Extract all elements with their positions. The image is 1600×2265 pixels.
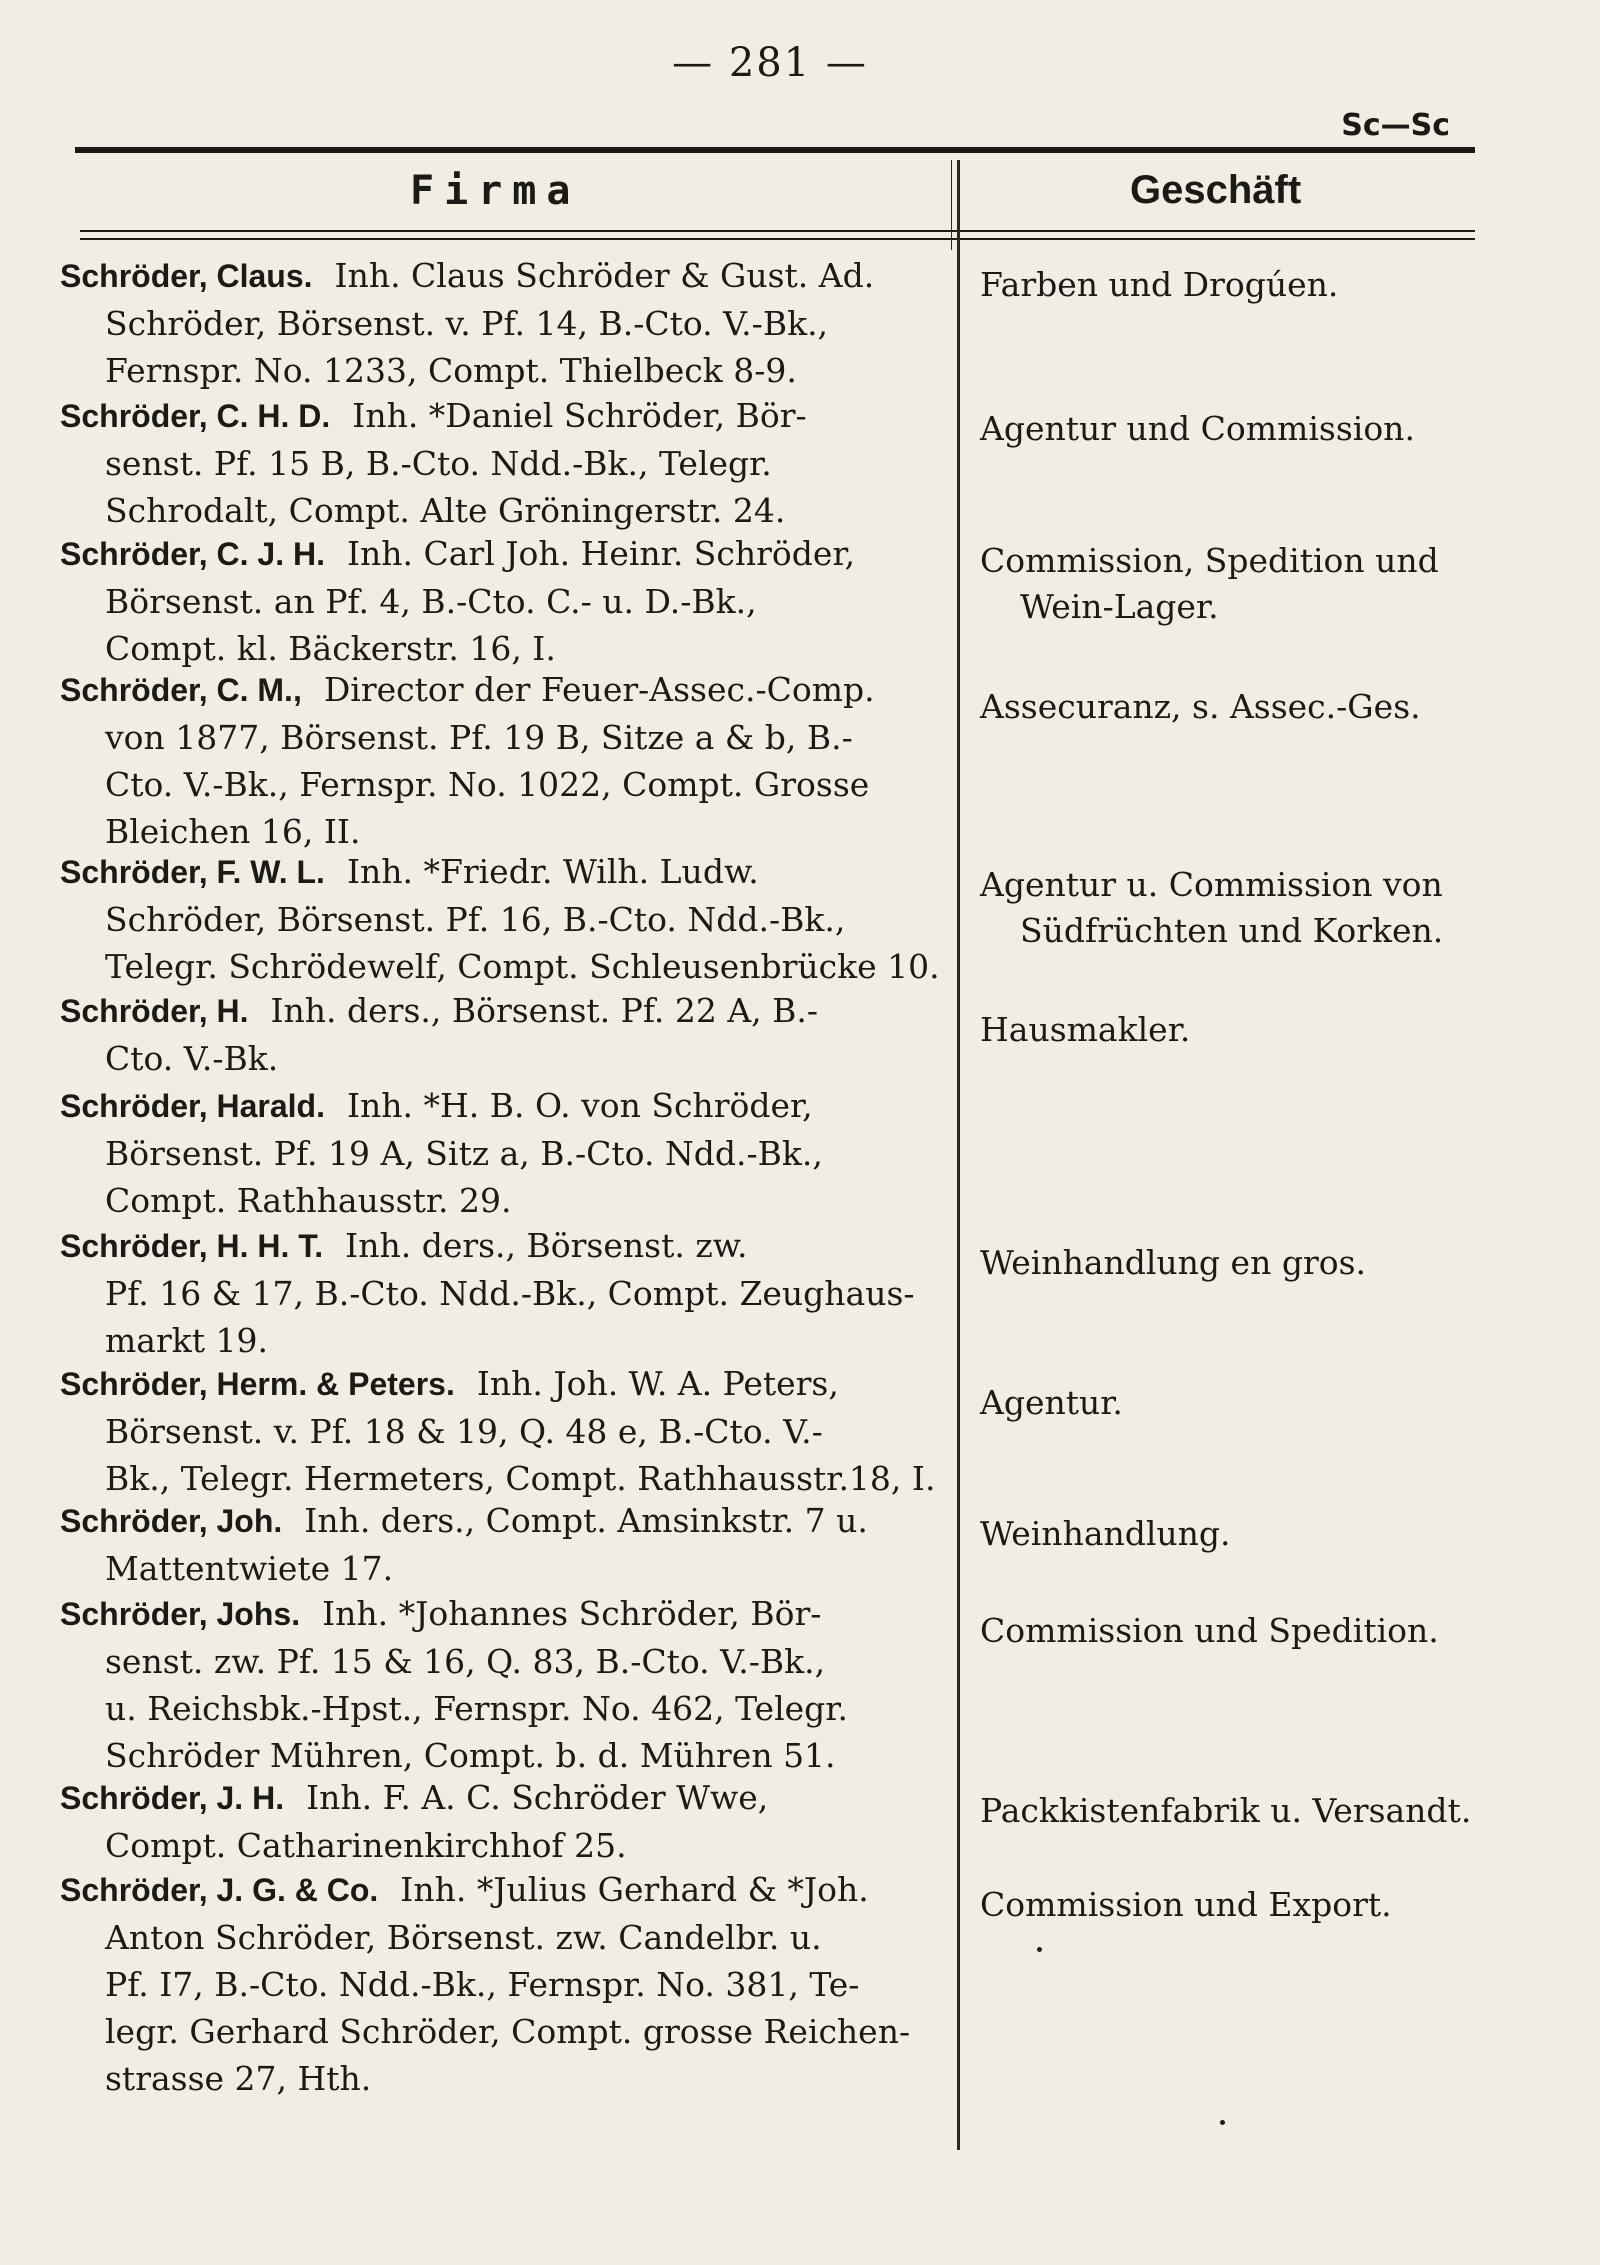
firm-name: Schröder, F. W. L. bbox=[60, 854, 325, 890]
entry-line: Director der Feuer-Assec.-Comp. bbox=[323, 670, 875, 709]
entry-line: Inh. ders., Börsenst. Pf. 22 A, B.- bbox=[270, 991, 819, 1030]
geschaeft-line: Farben und Drogúen. bbox=[980, 265, 1339, 304]
entry-line: Cto. V.-Bk. bbox=[105, 1039, 279, 1078]
firm-name: Schröder, Harald. bbox=[60, 1088, 325, 1124]
entry-geschaeft bbox=[980, 262, 1520, 308]
entry-geschaeft bbox=[980, 1380, 1520, 1426]
column-header-firma: Firma bbox=[410, 168, 581, 214]
alphabet-range: Sc—Sc bbox=[1341, 108, 1450, 143]
entry-line: Inh. *Johannes Schröder, Bör- bbox=[322, 1594, 822, 1633]
entry-geschaeft bbox=[980, 1511, 1520, 1557]
firm-name: Schröder, H. bbox=[60, 993, 249, 1029]
geschaeft-line: Agentur. bbox=[980, 1383, 1123, 1422]
geschaeft-line: Assecuranz, s. Assec.-Ges. bbox=[980, 687, 1421, 726]
entry-line: Inh. Carl Joh. Heinr. Schröder, bbox=[346, 534, 856, 573]
entry-geschaeft bbox=[980, 406, 1520, 452]
entry-line: strasse 27, Hth. bbox=[105, 2059, 372, 2098]
entry-line: Bleichen 16, II. bbox=[105, 812, 361, 851]
entry-firma bbox=[60, 1360, 936, 1502]
entry-firma bbox=[60, 1222, 920, 1364]
header-rule bbox=[75, 147, 1475, 153]
geschaeft-line: Weinhandlung. bbox=[980, 1514, 1231, 1553]
entry-line: Inh. *H. B. O. von Schröder, bbox=[346, 1086, 813, 1125]
entry-line: Börsenst. Pf. 19 A, Sitz a, B.-Cto. Ndd.-Bk., bbox=[105, 1134, 823, 1173]
entry-line: Schröder, Börsenst. v. Pf. 14, B.-Cto. V.-Bk., bbox=[105, 304, 829, 343]
firm-name: Schröder, Herm. & Peters. bbox=[60, 1366, 455, 1402]
entry-line: Compt. Catharinenkirchhof 25. bbox=[105, 1826, 627, 1865]
entry-firma bbox=[60, 530, 920, 672]
entry-line: Schröder, Börsenst. Pf. 16, B.-Cto. Ndd.-Bk., bbox=[105, 900, 846, 939]
entry-line: Telegr. Schrödewelf, Compt. Schleusenbrücke 10. bbox=[105, 947, 940, 986]
column-header-geschaeft: Geschäft bbox=[1130, 168, 1302, 212]
entry-line: Schrodalt, Compt. Alte Gröningerstr. 24. bbox=[105, 491, 786, 530]
entry-line: Fernspr. No. 1233, Compt. Thielbeck 8-9. bbox=[105, 351, 797, 390]
entry-line: Cto. V.-Bk., Fernspr. No. 1022, Compt. Grosse bbox=[105, 765, 870, 804]
geschaeft-line: Wein-Lager. bbox=[1020, 587, 1219, 626]
entry-geschaeft bbox=[980, 538, 1520, 630]
entry-line: Börsenst. an Pf. 4, B.-Cto. C.- u. D.-Bk., bbox=[105, 582, 757, 621]
entry-firma bbox=[60, 1590, 920, 1779]
entry-geschaeft bbox=[980, 1608, 1520, 1654]
entry-line: Inh. Joh. W. A. Peters, bbox=[476, 1364, 839, 1403]
entry-line: senst. zw. Pf. 15 & 16, Q. 83, B.-Cto. V.-Bk., bbox=[105, 1642, 826, 1681]
geschaeft-line: Weinhandlung en gros. bbox=[980, 1243, 1367, 1282]
entry-line: Compt. Rathhausstr. 29. bbox=[105, 1181, 512, 1220]
geschaeft-line: Hausmakler. bbox=[980, 1010, 1191, 1049]
entry-line: Inh. F. A. C. Schröder Wwe, bbox=[306, 1778, 769, 1817]
entry-firma bbox=[60, 1774, 920, 1869]
firm-name: Schröder, J. H. bbox=[60, 1780, 285, 1816]
entry-line: Mattentwiete 17. bbox=[105, 1549, 394, 1588]
entry-geschaeft bbox=[980, 1240, 1520, 1286]
entry-geschaeft bbox=[980, 1007, 1520, 1053]
entry-geschaeft bbox=[980, 862, 1520, 954]
geschaeft-line: Agentur und Commission. bbox=[980, 409, 1415, 448]
firm-name: Schröder, J. G. & Co. bbox=[60, 1872, 379, 1908]
entry-line: Anton Schröder, Börsenst. zw. Candelbr. u. bbox=[105, 1918, 822, 1957]
entry-line: Compt. kl. Bäckerstr. 16, I. bbox=[105, 629, 556, 668]
entry-line: Inh. *Friedr. Wilh. Ludw. bbox=[346, 852, 759, 891]
entry-line: Inh. ders., Compt. Amsinkstr. 7 u. bbox=[304, 1501, 868, 1540]
entry-firma bbox=[60, 666, 920, 855]
firm-name: Schröder, Joh. bbox=[60, 1503, 283, 1539]
entry-line: Börsenst. v. Pf. 18 & 19, Q. 48 e, B.-Cto. V.- bbox=[105, 1412, 823, 1451]
column-header-rule bbox=[80, 238, 1475, 240]
firm-name: Schröder, C. M., bbox=[60, 672, 302, 708]
entry-line: von 1877, Börsenst. Pf. 19 B, Sitze a & b, B.- bbox=[105, 718, 853, 757]
ink-dot bbox=[1037, 1947, 1042, 1952]
firm-name: Schröder, Claus. bbox=[60, 258, 313, 294]
entry-line: Inh. Claus Schröder & Gust. Ad. bbox=[334, 256, 875, 295]
entry-line: u. Reichsbk.-Hpst., Fernspr. No. 462, Telegr. bbox=[105, 1689, 848, 1728]
firm-name: Schröder, Johs. bbox=[60, 1596, 301, 1632]
entry-geschaeft bbox=[980, 684, 1520, 730]
entry-line: markt 19. bbox=[105, 1321, 268, 1360]
entry-line: senst. Pf. 15 B, B.-Cto. Ndd.-Bk., Telegr. bbox=[105, 444, 772, 483]
entry-firma bbox=[60, 987, 920, 1082]
geschaeft-line: Commission und Spedition. bbox=[980, 1611, 1439, 1650]
entry-line: Pf. I7, B.-Cto. Ndd.-Bk., Fernspr. No. 381, Te- bbox=[105, 1965, 860, 2004]
entry-line: Pf. 16 & 17, B.-Cto. Ndd.-Bk., Compt. Zeughaus- bbox=[105, 1274, 915, 1313]
firm-name: Schröder, C. J. H. bbox=[60, 536, 325, 572]
entry-firma bbox=[60, 1497, 920, 1592]
geschaeft-line: Agentur u. Commission von bbox=[980, 865, 1443, 904]
geschaeft-line: Commission und Export. bbox=[980, 1885, 1392, 1924]
entry-line: legr. Gerhard Schröder, Compt. grosse Reichen- bbox=[105, 2012, 911, 2051]
entry-geschaeft bbox=[980, 1788, 1520, 1834]
column-divider bbox=[957, 160, 960, 2150]
geschaeft-line: Commission, Spedition und bbox=[980, 541, 1439, 580]
entry-line: Inh. *Daniel Schröder, Bör- bbox=[352, 396, 807, 435]
column-divider bbox=[951, 160, 952, 250]
entry-geschaeft bbox=[980, 1882, 1520, 1928]
column-header-rule bbox=[80, 230, 1475, 232]
firm-name: Schröder, C. H. D. bbox=[60, 398, 331, 434]
entry-line: Inh. ders., Börsenst. zw. bbox=[345, 1226, 748, 1265]
entry-line: Bk., Telegr. Hermeters, Compt. Rathhausstr.18, I. bbox=[105, 1459, 936, 1498]
page-number: — 281 — bbox=[672, 40, 868, 86]
entry-firma bbox=[60, 252, 920, 394]
entry-firma bbox=[60, 392, 920, 534]
entry-firma bbox=[60, 1082, 920, 1224]
firm-name: Schröder, H. H. T. bbox=[60, 1228, 324, 1264]
geschaeft-line: Südfrüchten und Korken. bbox=[1020, 911, 1444, 950]
entry-firma bbox=[60, 848, 940, 990]
geschaeft-line: Packkistenfabrik u. Versandt. bbox=[980, 1791, 1472, 1830]
entry-line: Schröder Mühren, Compt. b. d. Mühren 51. bbox=[105, 1736, 836, 1775]
ink-dot bbox=[1220, 2120, 1225, 2125]
entry-line: Inh. *Julius Gerhard & *Joh. bbox=[400, 1870, 869, 1909]
entry-firma bbox=[60, 1866, 920, 2102]
